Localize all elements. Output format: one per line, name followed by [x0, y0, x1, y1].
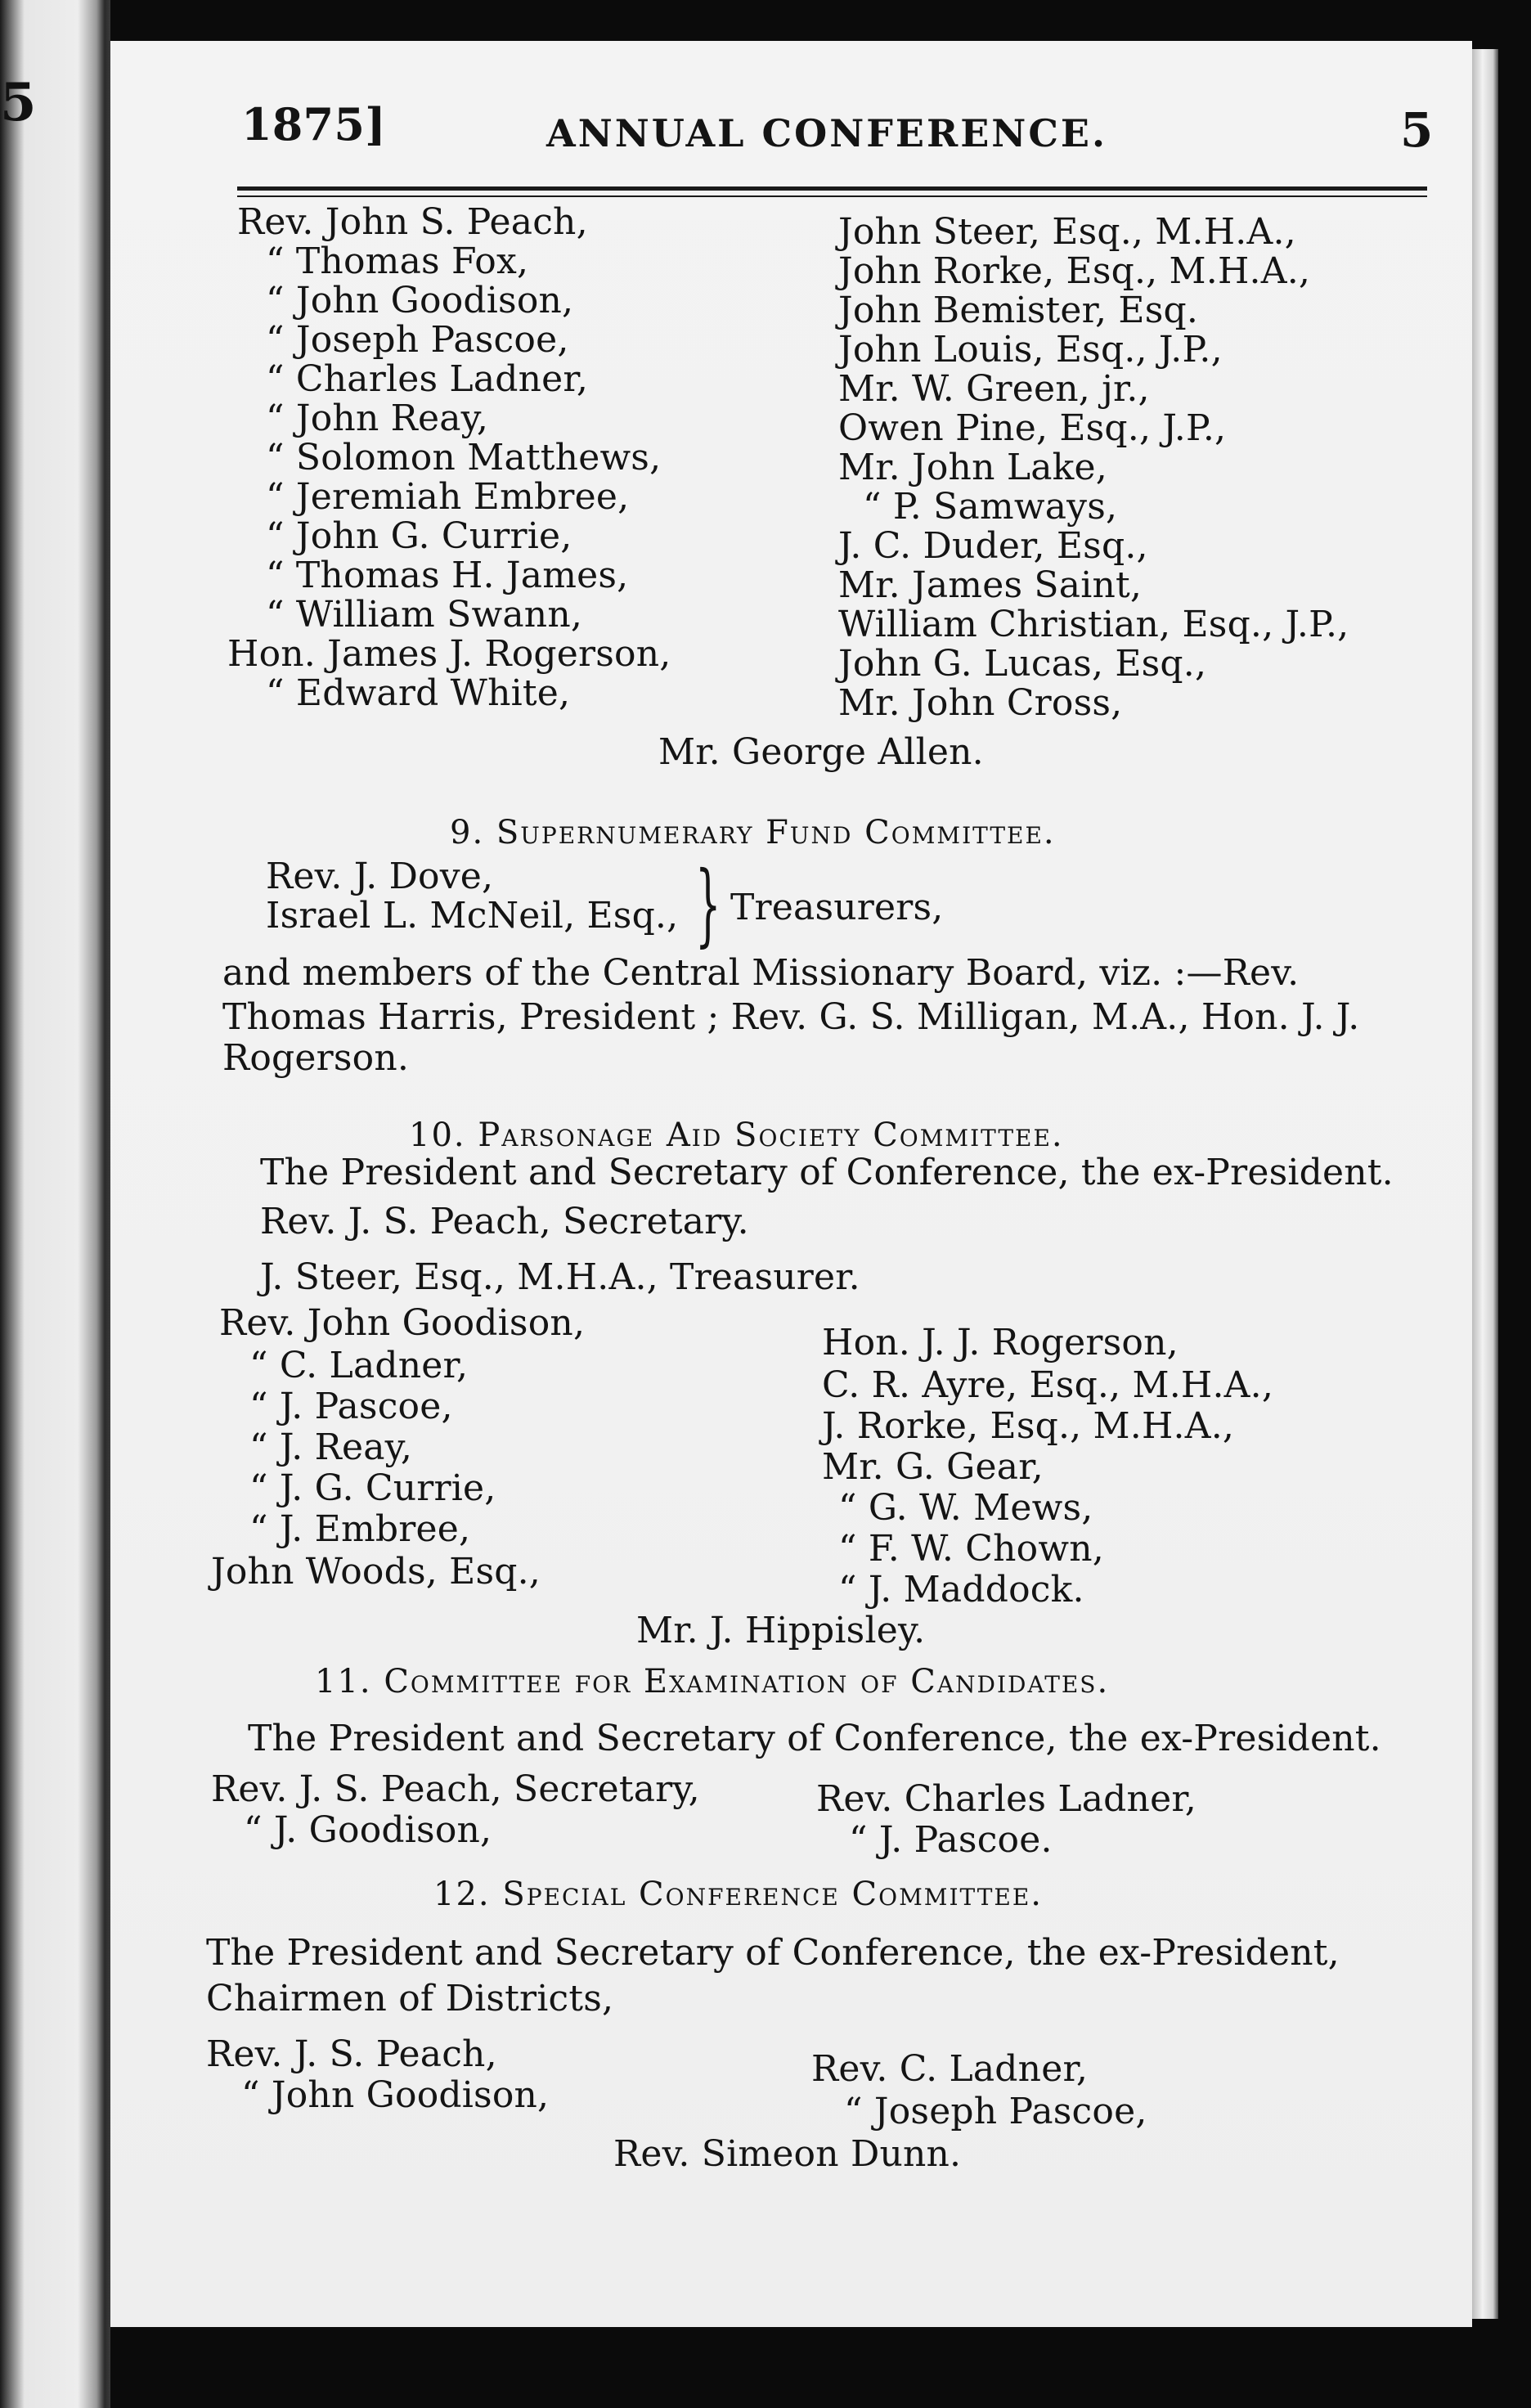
- list-left-item: “ John Goodison,: [266, 280, 574, 321]
- section12-right-item: Rev. C. Ladner,: [811, 2048, 1089, 2090]
- section12-right-item: “ Joseph Pascoe,: [844, 2091, 1147, 2132]
- list-left-item: “ Solomon Matthews,: [266, 437, 662, 478]
- header-year: 1875]: [241, 98, 386, 150]
- list-right-item: Owen Pine, Esq., J.P.,: [838, 407, 1227, 449]
- section11-left-item: Rev. J. S. Peach, Secretary,: [211, 1768, 700, 1810]
- treasurer-line: Rev. J. Dove,: [266, 856, 494, 897]
- section10-line: The President and Secretary of Conference, the ex-President.: [260, 1152, 1394, 1193]
- list-right-item: John Rorke, Esq., M.H.A.,: [838, 250, 1311, 292]
- header-page-number: 5: [1400, 102, 1434, 158]
- list-left-item: “ Edward White,: [266, 672, 571, 714]
- section10-left-item: “ C. Ladner,: [249, 1345, 469, 1386]
- list-closing: Mr. George Allen.: [658, 731, 984, 773]
- section10-right-item: J. Rorke, Esq., M.H.A.,: [822, 1405, 1235, 1447]
- section10-line: J. Steer, Esq., M.H.A., Treasurer.: [260, 1256, 860, 1298]
- treasurer-brace: }: [695, 851, 721, 956]
- list-left-item: “ Thomas Fox,: [266, 240, 529, 282]
- list-left-item: “ Jeremiah Embree,: [266, 476, 630, 518]
- list-right-item: Mr. James Saint,: [838, 564, 1143, 606]
- section10-left-item: Rev. John Goodison,: [219, 1302, 586, 1344]
- section12-left-item: Rev. J. S. Peach,: [206, 2033, 497, 2075]
- list-left-item: “ Thomas H. James,: [266, 555, 629, 596]
- section12-line: Chairmen of Districts,: [206, 1978, 614, 2019]
- list-right-item: William Christian, Esq., J.P.,: [838, 604, 1349, 645]
- section-heading-9: 9. Supernumerary Fund Committee.: [450, 814, 1056, 851]
- header-rule-thick: [237, 186, 1427, 191]
- page-edge: [1472, 49, 1498, 2319]
- list-right-item: John Steer, Esq., M.H.A.,: [838, 211, 1296, 253]
- treasurers-label: Treasurers,: [730, 887, 944, 928]
- section-heading-10: 10. Parsonage Aid Society Committee.: [409, 1116, 1064, 1154]
- list-left-item: “ John G. Currie,: [266, 515, 572, 557]
- section9-body-line: Thomas Harris, President ; Rev. G. S. Milligan, M.A., Hon. J. J.: [222, 996, 1360, 1038]
- section11-line: The President and Secretary of Conference, the ex-President.: [248, 1718, 1381, 1759]
- section-heading-12: 12. Special Conference Committee.: [433, 1876, 1043, 1913]
- section9-body-line: and members of the Central Missionary Board, viz. :—Rev.: [222, 952, 1300, 994]
- section10-right-item: C. R. Ayre, Esq., M.H.A.,: [822, 1364, 1274, 1406]
- list-right-item: John G. Lucas, Esq.,: [838, 643, 1207, 685]
- list-left-item: “ Charles Ladner,: [266, 358, 589, 400]
- section10-closing: Mr. J. Hippisley.: [636, 1610, 926, 1651]
- list-right-item: J. C. Duder, Esq.,: [838, 525, 1148, 567]
- treasurer-line: Israel L. McNeil, Esq.,: [266, 895, 679, 937]
- section10-left-item: John Woods, Esq.,: [211, 1551, 541, 1593]
- list-right-item: John Louis, Esq., J.P.,: [838, 329, 1223, 371]
- list-right-item: Mr. John Lake,: [838, 447, 1107, 488]
- section11-right-item: “ J. Pascoe.: [849, 1819, 1053, 1861]
- margin-page-mark: 5: [0, 72, 37, 133]
- list-right-item: Mr. W. Green, jr.,: [838, 368, 1150, 410]
- section9-body-line: Rogerson.: [222, 1037, 410, 1079]
- section12-left-item: “ John Goodison,: [241, 2074, 550, 2116]
- list-left-item: “ John Reay,: [266, 398, 489, 439]
- left-margin-strip: [0, 0, 110, 2408]
- section10-right-item: “ F. W. Chown,: [838, 1528, 1104, 1570]
- header-rule-thin: [237, 195, 1427, 197]
- section12-line: The President and Secretary of Conference, the ex-President,: [206, 1932, 1340, 1974]
- section-heading-11: 11. Committee for Examination of Candidates.: [315, 1663, 1110, 1700]
- section10-line: Rev. J. S. Peach, Secretary.: [260, 1201, 749, 1242]
- list-right-item: Mr. John Cross,: [838, 682, 1123, 724]
- section10-right-item: Hon. J. J. Rogerson,: [822, 1322, 1179, 1363]
- list-left-item: Hon. James J. Rogerson,: [227, 633, 671, 675]
- section11-right-item: Rev. Charles Ladner,: [816, 1778, 1197, 1820]
- list-left-item: “ William Swann,: [266, 594, 583, 636]
- list-right-item: John Bemister, Esq.: [838, 290, 1199, 331]
- section10-right-item: “ J. Maddock.: [838, 1569, 1084, 1611]
- header-title: ANNUAL CONFERENCE.: [546, 111, 1108, 155]
- section10-left-item: “ J. Reay,: [249, 1426, 413, 1468]
- list-left-item: Rev. John S. Peach,: [237, 201, 588, 243]
- section10-right-item: “ G. W. Mews,: [838, 1487, 1093, 1529]
- section11-left-item: “ J. Goodison,: [244, 1809, 492, 1851]
- section10-left-item: “ J. Pascoe,: [249, 1386, 453, 1427]
- list-right-item: “ P. Samways,: [863, 486, 1118, 528]
- list-left-item: “ Joseph Pascoe,: [266, 319, 569, 361]
- section10-right-item: Mr. G. Gear,: [822, 1446, 1044, 1488]
- section10-left-item: “ J. G. Currie,: [249, 1467, 496, 1509]
- section12-closing: Rev. Simeon Dunn.: [613, 2133, 962, 2175]
- section10-left-item: “ J. Embree,: [249, 1508, 471, 1550]
